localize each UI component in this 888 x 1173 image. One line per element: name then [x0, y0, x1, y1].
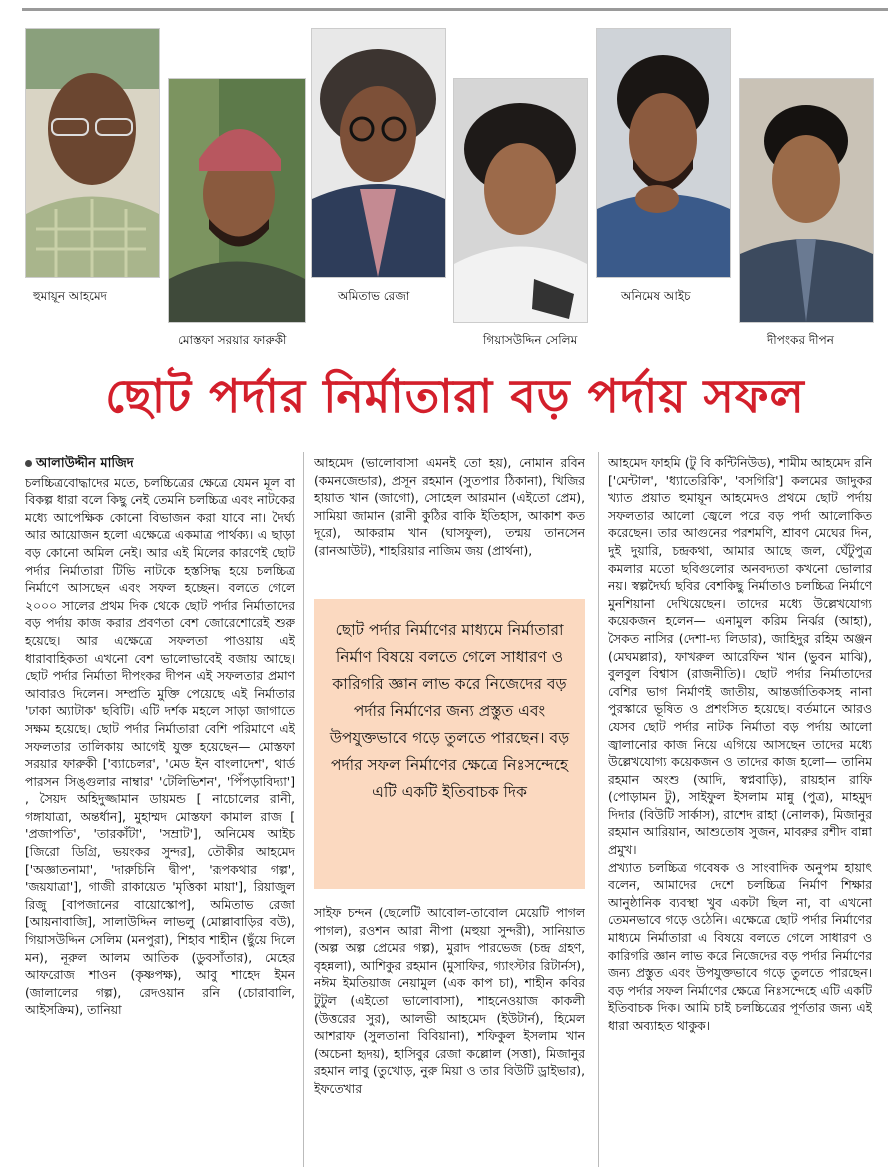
caption-amitabh-reza: অমিতাভ রেজা — [338, 289, 410, 303]
article-text-col2-bottom: সাইফ চন্দন (ছেলেটি আবোল-তাবোল মেয়েটি পাগল পাগল), রওশন আরা নীপা (মহুয়া সুন্দরী), সানিয়াত (অল্প অল্প প্রেমের গল্প), মুরাদ পারভেজ (চন্দ্র গ্রহণ, বৃহন্নলা), আশিকুর রহমান (মুসাফির, গ্যাংস্টার রিটার্নস), নঈম ইমতিয়াজ নেয়ামুল (এক কাপ চা), শাহীন কবির টুটুল (এইতো ভালোবাসা), শাহনেওয়াজ কাকলী (উত্তরের সুর), আলভী আহমেদ (ইউটার্ন), হিমেল আশরাফ (সুলতানা বিবিয়ানা), শফিকুল ইসলাম খান (অচেনা হৃদয়), হাসিবুর রেজা কল্লোল (সত্তা), মিজানুর রহমান লাবু (তুখোড়, নুরু মিয়া ও তার বিউটি ড্রাইভার), ইফতেখার — [314, 906, 585, 1096]
caption-animesh-aich: অনিমেষ আইচ — [621, 289, 691, 303]
caption-dipankar-dipon: দীপংকর দীপন — [767, 333, 834, 347]
photo-amitabh-reza — [311, 28, 446, 278]
bullet-icon — [25, 460, 32, 467]
article-text-col2-top: আহমেদ (ভালোবাসা এমনই তো হয়), নোমান রবিন (কমনজেন্ডার), প্রসূন রহমান (সুতপার ঠিকানা), খিজির হায়াত খান (জাগো), সোহেল আরমান (এইতো প্রেম), সামিয়া জামান (রানী কুঠির বাকি ইতিহাস, আকাশ কত দূরে), আকরাম খান (ঘাসফুল), তন্ময় তানসেন (রানআউট), শাহরিয়ার নাজিম জয় (প্রার্থনা), — [314, 456, 585, 558]
column-divider-2 — [598, 452, 599, 1167]
article-column-3 — [608, 455, 872, 1167]
pull-quote — [314, 599, 585, 889]
pull-quote-text: ছোট পর্দার নির্মাণের মাধ্যমে নির্মাতারা নির্মাণ বিষয়ে বলতে গেলে সাধারণ ও কারিগরি জ্ঞান লাভ করে নিজেদের বড় পর্দার নির্মাণের জন্য প্রস্তুত এবং উপযুক্তভাবে গড়ে তুলতে পারছেন। বড় পর্দার সফল নির্মাণের ক্ষেত্রে নিঃসন্দেহে এটি একটি ইতিবাচক দিক — [329, 621, 570, 801]
photo-humayun-ahmed — [25, 28, 160, 278]
article-text-col1: চলচ্চিত্রবোদ্ধাদের মতে, চলচ্চিত্রের ক্ষেত্রে যেমন মূল বা বিকল্প ধারা বলে কিছু নেই তেমনি চলচ্চিত্র এবং নাটকের মধ্যে আপেক্ষিক কোনো বিভাজন করা যাবে না। দৈর্ঘ্য আর আয়োজন হলো এক্ষেত্রে একমাত্র পার্থক্য। এ ছাড়া বড় কোনো অমিল নেই। আর এই মিলের কারণেই ছোট পর্দার নির্মাতারা টিভি নাটকে হস্তসিদ্ধ হয়ে চলচ্চিত্র নির্মাণে আসছেন এবং সফল হচ্ছেন। বলতে গেলে ২০০০ সালের প্রথম দিক থেকে ছোট পর্দার নির্মাতাদের বড় পর্দায় কাজ করার প্রবণতা বেশ জোরেশোরেই শুরু হয়েছে। আর এক্ষেত্রে সফলতা পাওয়ায় এই ধারাবাহিকতা এখনো বেশ ভালোভাবেই বজায় আছে। ছোট পর্দার নির্মাতা দীপংকর দীপন এই সফলতার প্রমাণ আবারও দিলেন। সম্প্রতি মুক্তি পেয়েছে এই নির্মাতার 'ঢাকা অ্যাটাক' ছবিটি। এটি দর্শক মহলে সাড়া জাগাতে সক্ষম হয়েছে। ছোট পর্দার নির্মাতারা বেশি পরিমাণে এই সফলতার তালিকায় আগেই যুক্ত হয়েছেন— মোস্তফা সরয়ার ফারুকী ['ব্যাচেলর', 'মেড ইন বাংলাদেশ', থার্ড পারসন সিঙ্গুলার নাম্বার' 'টেলিভিশন', 'পিঁপড়াবিদ্যা'] , সৈয়দ অহিদুজ্জামান ডায়মন্ড [ নাচোলের রানী, গঙ্গাযাত্রা, অন্তর্ধান], মুহাম্মদ মোস্তফা কামাল রাজ [ 'প্রজাপতি', 'তারকাঁটা', 'সম্রাট'], অনিমেষ আইচ [জিরো ডিগ্রি, ভয়ংকর সুন্দর], তৌকীর আহমেদ ['অজ্ঞাতনামা', 'দারুচিনি দ্বীপ', 'রূপকথার গল্প', 'জয়যাত্রা'], গাজী রাকায়েত 'মৃত্তিকা মায়া'], রিয়াজুল রিজু [বাপজানের বায়োস্কোপ], অমিতাভ রেজা [আয়নাবাজি], সালাউদ্দিন লাভলু (মোল্লাবাড়ির বউ), গিয়াসউদ্দিন সেলিম (মনপুরা), শিহাব শাহীন (ছুঁয়ে দিলে মন), নূরুল আলম আতিক (ডুবসাঁতার), মেহের আফরোজ শাওন (কৃষ্ণপক্ষ), আবু শাহেদ ইমন (জালালের গল্প), রেদওয়ান রনি (চোরাবালি, আইসক্রিম), তানিয়া — [25, 475, 295, 1018]
byline — [25, 455, 295, 473]
article-text-col3-quote: প্রখ্যাত চলচ্চিত্র গবেষক ও সাংবাদিক অনুপম হায়াৎ বলেন, আমাদের দেশে চলচ্চিত্র নির্মাণ শিক্ষার আনুষ্ঠানিক ব্যবস্থা খুব একটা ছিল না, বা এখনো তেমনভাবে গড়ে ওঠেনি। এক্ষেত্রে ছোট পর্দার নির্মাণের মাধ্যমে নির্মাতারা এ বিষয়ে বলতে গেলে সাধারণ ও কারিগরি জ্ঞান লাভ করে নিজেদের বড় পর্দার নির্মাণের জন্য প্রস্তুত এবং উপযুক্তভাবে গড়ে তুলতে পারছেন। বড় পর্দার সফল নির্মাণের ক্ষেত্রে নিঃসন্দেহে এটি একটি ইতিবাচক দিক। আমি চাই চলচ্চিত্রের পূর্ণতার জন্য এই ধারা অব্যাহত থাকুক। — [608, 860, 872, 1033]
article-text-col3: আহমেদ ফাহমি (টু বি কন্টিনিউড), শামীম আহমেদ রনি ['মেন্টাল', 'ধ্যাতেরিকি', 'বসগিরি'] কলমের জাদুকর খ্যাত প্রয়াত হুমায়ূন আহমেদও প্রথমে ছোট পর্দায় সফলতার আলো জ্বেলে পরে বড় পর্দা আলোকিত করেছেন। তার আগুনের পরশমণি, শ্রাবণ মেঘের দিন, দুই দুয়ারি, চন্দ্রকথা, আমার আছে জল, ঘেঁটুপুত্র কমলার মতো ছবিগুলোর অনবদ্যতা কখনো ভোলার নয়। স্বল্পদৈর্ঘ্য ছবির বেশকিছু নির্মাতাও চলচ্চিত্র নির্মাণে মুনশিয়ানা দেখিয়েছেন। তাদের মধ্যে উল্লেখযোগ্য কয়েকজন হলেন— এনামুল করিম নির্ঝর (আহা), সৈকত নাসির (দেশা-দ্য লিডার), জাহিদুর রহিম অঞ্জন (মেঘমল্লার), ফাখরুল আরেফিন খান (ভুবন মাঝি), বুলবুল বিশ্বাস (রাজনীতি)। ছোট পর্দার নির্মাতাদের বেশির ভাগ নির্মাণই জাতীয়, আন্তর্জাতিকসহ নানা পুরস্কারে ভূষিত ও প্রশংসিত হয়েছে। বর্তমানে আরও যেসব ছোট পর্দার নাটক নির্মাতা বড় পর্দায় আলো জ্বালানোর কাজ নিয়ে এগিয়ে আসছেন তাদের মধ্যে উল্লেখযোগ্য কয়েকজন ও তাদের কাজ হলো— তানিম রহমান অংশু (আদি, স্বপ্নবাড়ি), রায়হান রাফি (পোড়ামন টু), সাইফুল ইসলাম মান্নু (পুত্র), মাহমুদ দিদার (বিউটি সার্কাস), রাশেদ রাহা (নোলক), মিজানুর রহমান আরিয়ান, আশুতোষ সুজন, মাবরুর রশীদ বান্না প্রমুখ। — [608, 456, 872, 858]
photo-mostofa-sarwar-farooki — [168, 78, 306, 323]
photo-giasuddin-selim — [453, 78, 588, 323]
caption-mostofa-sarwar-farooki: মোস্তফা সরয়ার ফারুকী — [178, 333, 287, 347]
photo-dipankar-dipon — [739, 78, 874, 323]
article-column-1 — [25, 455, 295, 1167]
caption-humayun-ahmed: হুমায়ূন আহমেদ — [33, 289, 107, 303]
photo-animesh-aich — [596, 28, 731, 278]
top-rule — [22, 8, 888, 11]
column-divider-1 — [303, 452, 304, 1167]
byline-author: আলাউদ্দীন মাজিদ — [36, 456, 134, 471]
article-column-2-top — [314, 455, 585, 585]
caption-giasuddin-selim: গিয়াসউদ্দিন সেলিম — [483, 333, 578, 347]
headline: ছোট পর্দার নির্মাতারা বড় পর্দায় সফল — [105, 369, 805, 423]
article-column-2-bottom — [314, 905, 585, 1167]
